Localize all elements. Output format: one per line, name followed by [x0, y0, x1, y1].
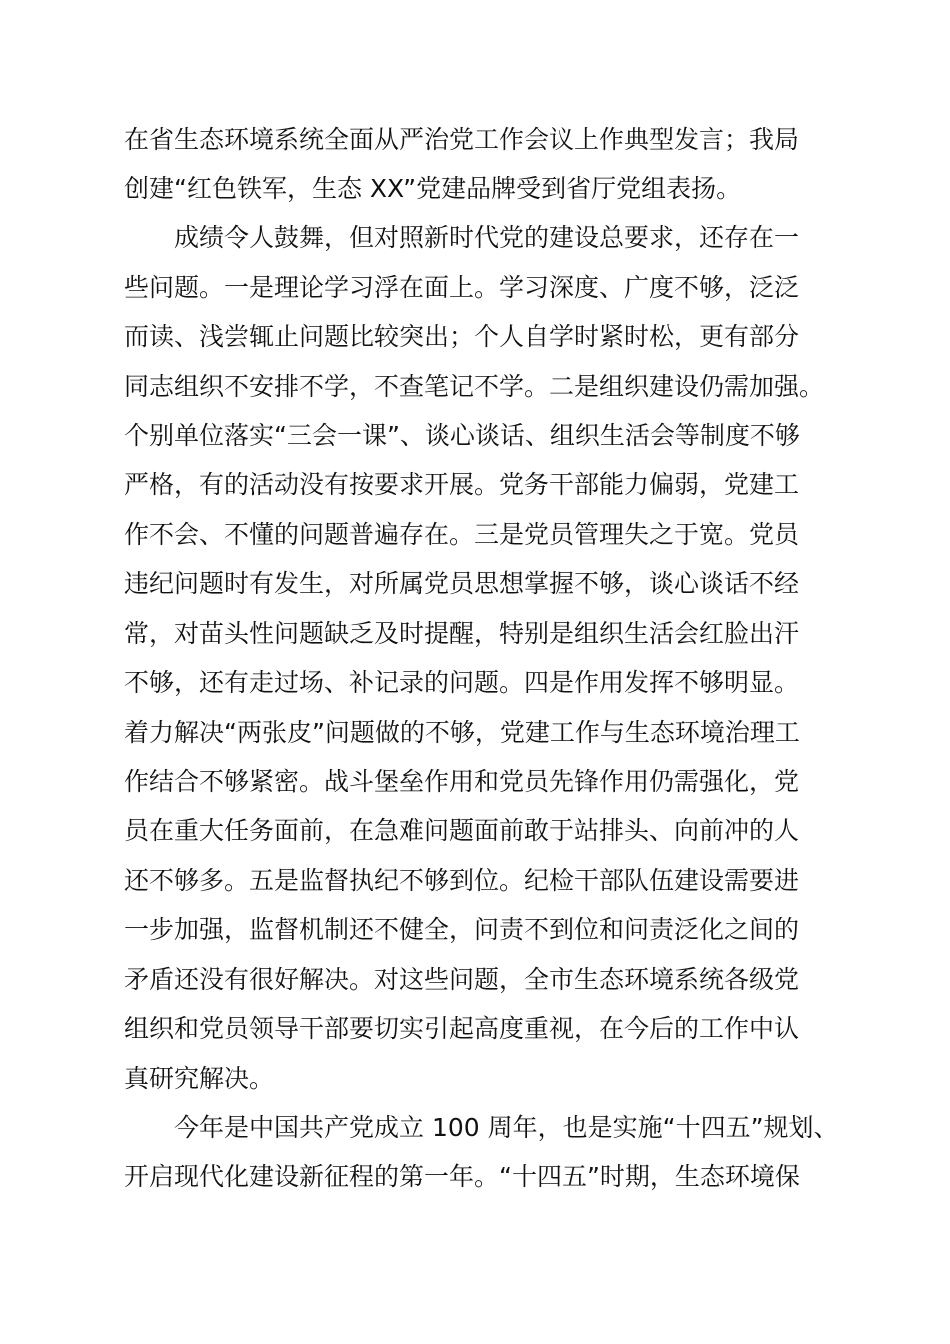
- text-line: 作结合不够紧密。战斗堡垒作用和党员先锋作用仍需强化，党: [124, 767, 800, 796]
- text-line: 个别单位落实“三会一课”、谈心谈话、组织生活会等制度不够: [124, 421, 800, 450]
- text-line: 今年是中国共产党成立 100 周年，也是实施“十四五”规划、: [174, 1113, 839, 1142]
- text-line: 严格，有的活动没有按要求开展。党务干部能力偏弱，党建工: [124, 470, 800, 499]
- text-line: 组织和党员领导干部要切实引起高度重视，在今后的工作中认: [124, 1014, 800, 1043]
- text-line: 成绩令人鼓舞，但对照新时代党的建设总要求，还存在一: [174, 223, 800, 252]
- text-line: 同志组织不安排不学，不查笔记不学。二是组织建设仍需加强。: [124, 372, 825, 401]
- text-line: 矛盾还没有很好解决。对这些问题，全市生态环境系统各级党: [124, 965, 800, 994]
- text-line: 还不够多。五是监督执纪不够到位。纪检干部队伍建设需要进: [124, 866, 800, 895]
- text-line: 开启现代化建设新征程的第一年。“十四五”时期，生态环境保: [124, 1162, 800, 1191]
- text-line: 常，对苗头性问题缺乏及时提醒，特别是组织生活会红脸出汗: [124, 619, 800, 648]
- text-line: 创建“红色铁军，生态 XX”党建品牌受到省厅党组表扬。: [124, 174, 742, 203]
- text-line: 违纪问题时有发生，对所属党员思想掌握不够，谈心谈话不经: [124, 569, 800, 598]
- text-line: 不够，还有走过场、补记录的问题。四是作用发挥不够明显。: [124, 668, 800, 697]
- text-line: 着力解决“两张皮”问题做的不够，党建工作与生态环境治理工: [124, 718, 800, 747]
- text-line: 员在重大任务面前，在急难问题面前敢于站排头、向前冲的人: [124, 816, 800, 845]
- text-line: 真研究解决。: [124, 1064, 275, 1093]
- text-line: 一步加强，监督机制还不健全，问责不到位和问责泛化之间的: [124, 915, 800, 944]
- text-line: 而读、浅尝辄止问题比较突出；个人自学时紧时松，更有部分: [124, 322, 800, 351]
- text-line: 些问题。一是理论学习浮在面上。学习深度、广度不够，泛泛: [124, 273, 800, 302]
- text-line: 作不会、不懂的问题普遍存在。三是党员管理失之于宽。党员: [124, 520, 800, 549]
- text-line: 在省生态环境系统全面从严治党工作会议上作典型发言；我局: [124, 125, 800, 154]
